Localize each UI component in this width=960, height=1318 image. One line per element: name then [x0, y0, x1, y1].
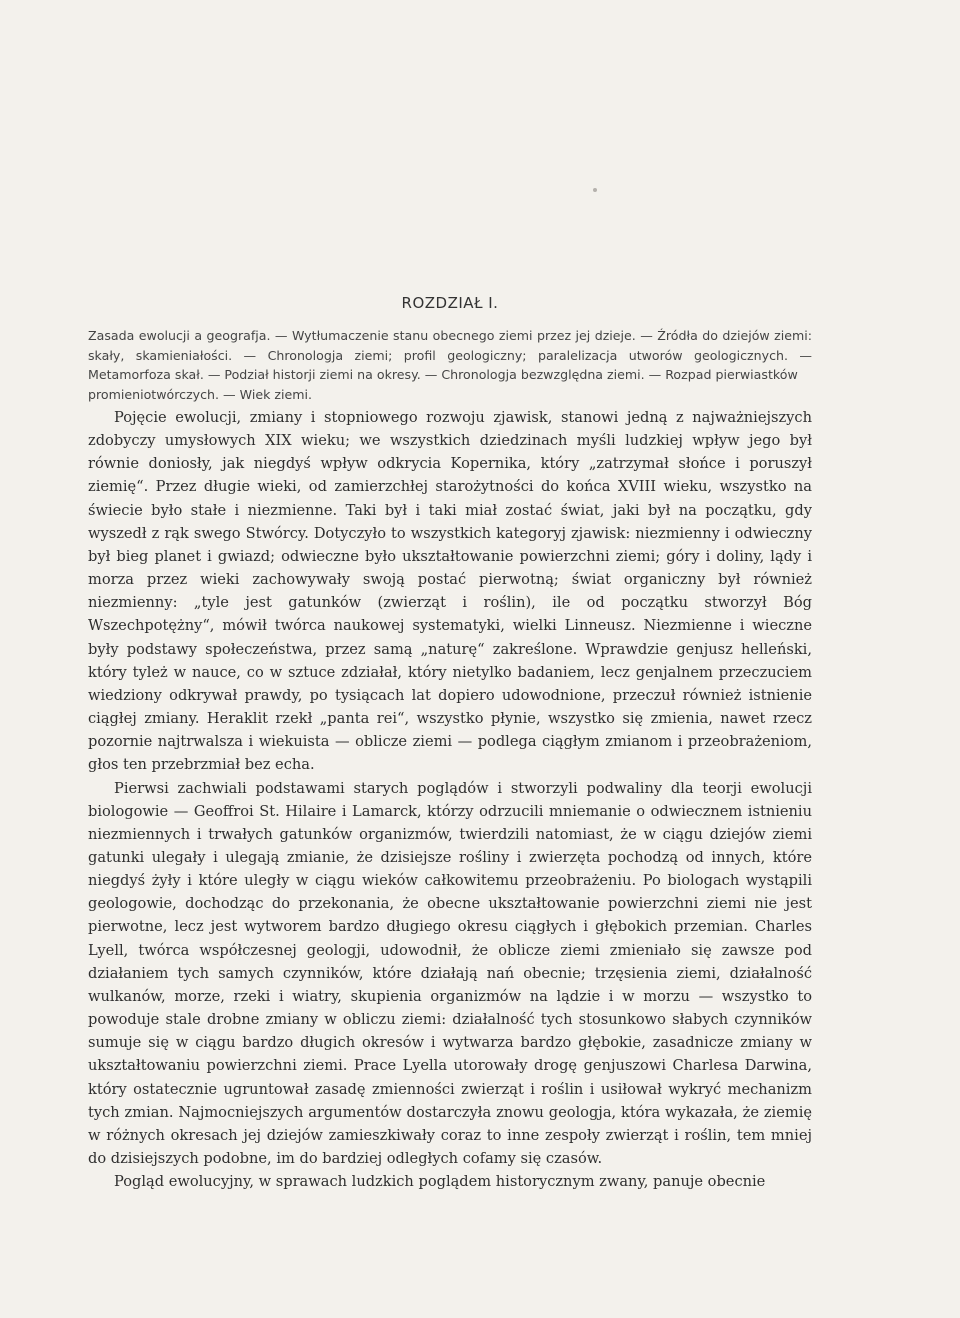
book-page [88, 294, 812, 1193]
chapter-title: ROZDZIAŁ I. [401, 294, 499, 312]
paragraph-3: Pogląd ewolucyjny, w sprawach ludzkich poglądem historycznym zwany, panuje obecnie [114, 1173, 766, 1191]
chapter-summary [88, 326, 812, 404]
chapter-summary-text: Zasada ewolucji a geografja. — Wytłumaczenie stanu obecnego ziemi przez jej dzieje. — Źródła do dziejów ziemi: skały, skamieniałości. — Chronologja ziemi; profil geologiczny; paralelizacja utworów geologicznych. — Metamorfoza skał. — Podział historji ziemi na okresy. — Chronologja bezwzględna ziemi. — Rozpad pierwiastków [88, 328, 812, 382]
chapter-body [88, 406, 812, 1193]
chapter-summary-last-line: promieniotwórczych. — Wiek ziemi. [88, 386, 312, 402]
paragraph-1: Pojęcie ewolucji, zmiany i stopniowego rozwoju zjawisk, stanowi jedną z najważniejszych zdobyczy umysłowych XIX wieku; we wszystkich dziedzinach myśli ludzkiej wpływ jego był równie doniosły, jak niegdyś wpływ odkrycia Kopernika, który „zatrzymał słońce i poruszył ziemię“. Przez długie wieki, od zamierzchłej starożytności do końca XVIII wieku, wszystko na świecie było stałe i niezmienne. Taki był i taki miał zostać świat, jaki był na początku, gdy wyszedł z rąk swego Stwórcy. Dotyczyło to wszystkich kategoryj zjawisk: niezmienny i odwieczny był bieg planet i gwiazd; odwieczne było ukształtowanie powierzchni ziemi; góry i doliny, lądy i morza przez wieki zachowywały swoją postać pierwotną; świat organiczny był również niezmienny: „tyle jest gatunków (zwierząt i roślin), ile od początku stworzył Bóg Wszechpotężny“, mówił twórca naukowej systematyki, wielki Linneusz. Niezmienne i wieczne były podstawy społeczeństwa, przez samą „naturę“ zakreślone. Wprawdzie genjusz helleński, który tyleż w nauce, co w sztuce zdziałał, który nietylko badaniem, lecz genjalnem przeczuciem wiedziony odkrywał prawdy, po tysiącach lat dopiero udowodnione, przeczuł również istnienie ciągłej zmiany. Heraklit rzekł „panta rei“, wszystko płynie, wszystko się zmienia, nawet rzecz pozornie najtrwalsza i wiekuista — oblicze ziemi — podlega ciągłym zmianom i przeobrażeniom, głos ten przebrzmiał bez echa. [88, 409, 812, 774]
page-speck [593, 188, 597, 192]
paragraph-2: Pierwsi zachwiali podstawami starych poglądów i stworzyli podwaliny dla teorji ewolucji biologowie — Geoffroi St. Hilaire i Lamarck, którzy odrzucili mniemanie o odwiecznem istnieniu niezmiennych i trwałych gatunków organizmów, twierdzili natomiast, że w ciągu dziejów ziemi gatunki ulegały i ulegają zmianie, że dzisiejsze rośliny i zwierzęta pochodzą od innych, które niegdyś żyły i które uległy w ciągu wieków całkowitemu przeobrażeniu. Po biologach wystąpili geologowie, dochodząc do przekonania, że obecne ukształtowanie powierzchni ziemi nie jest pierwotne, lecz jest wytworem bardzo długiego okresu ciągłych i głębokich przemian. Charles Lyell, twórca współczesnej geologji, udowodnił, że oblicze ziemi zmieniało się zawsze pod działaniem tych samych czynników, które działają nań obecnie; trzęsienia ziemi, działalność wulkanów, morze, rzeki i wiatry, skupienia organizmów na lądzie i w morzu — wszystko to powoduje stale drobne zmiany w obliczu ziemi: działalność tych stosunkowo słabych czynników sumuje się w ciągu bardzo długich okresów i wytwarza bardzo głębokie, zasadnicze zmiany w ukształtowaniu powierzchni ziemi. Prace Lyella utorowały drogę genjuszowi Charlesa Darwina, który ostatecznie ugruntował zasadę zmienności zwierząt i roślin i usiłował wykryć mechanizm tych zmian. Najmocniejszych argumentów dostarczyła znowu geologja, która wykazała, że ziemię w różnych okresach jej dziejów zamieszkiwały coraz to inne zespoły zwierząt i roślin, tem mniej do dzisiejszych podobne, im do bardziej odległych cofamy się czasów. [88, 779, 812, 1167]
